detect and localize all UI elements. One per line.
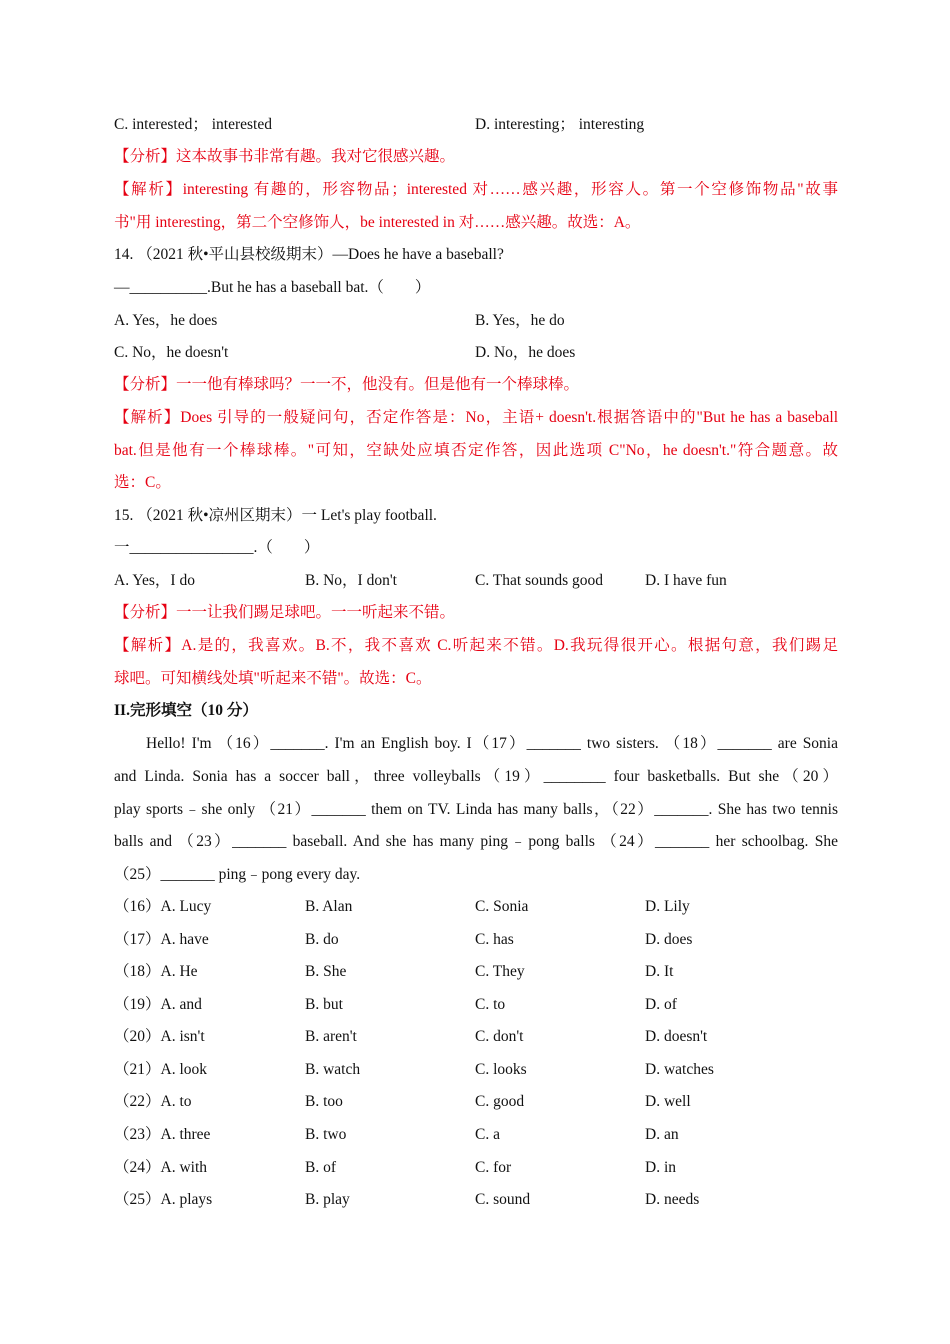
cloze-passage-line1: Hello! I'm （16）_______. I'm an English boy. I（17）_______ two sisters. （18）_______ are Sonia [146, 735, 838, 752]
q13-option-d: D. interesting； interesting [475, 116, 645, 133]
cloze-option-d: D. It [645, 963, 674, 980]
cloze-option-a: （19）A. and [114, 996, 202, 1013]
cloze-option-d: D. an [645, 1126, 679, 1143]
q15-option-d: D. I have fun [645, 572, 727, 589]
q14-explanation-line2: bat.但是他有一个棒球棒。"可知，空缺处应填否定作答，因此选项 C"No，he doesn't."符合题意。故 [114, 442, 838, 459]
cloze-option-c: C. for [475, 1159, 512, 1176]
cloze-option-d: D. Lily [645, 898, 690, 915]
cloze-option-c: C. to [475, 996, 506, 1013]
q15-option-b: B. No，I don't [305, 572, 397, 589]
cloze-option-a: （24）A. with [114, 1159, 208, 1176]
q14-option-a: A. Yes，he does [114, 312, 218, 329]
q15-explanation-line1: 【解析】A.是的，我喜欢。B.不，我不喜欢 C.听起来不错。D.我玩得很开心。根据句意，我们踢足 [114, 637, 838, 654]
q14-option-b: B. Yes，he do [475, 312, 565, 329]
cloze-option-d: D. watches [645, 1061, 714, 1078]
cloze-option-a: （18）A. He [114, 963, 198, 980]
cloze-option-c: C. sound [475, 1191, 531, 1208]
cloze-option-c: C. Sonia [475, 898, 529, 915]
cloze-option-d: D. doesn't [645, 1028, 708, 1045]
q13-explanation-line1: 【解析】interesting 有趣的，形容物品；interested 对……感兴趣，形容人。第一个空修饰物品"故事 [114, 181, 838, 198]
cloze-option-a: （21）A. look [114, 1061, 208, 1078]
q14-option-c: C. No，he doesn't [114, 344, 229, 361]
section-heading: II.完形填空（10 分） [114, 702, 258, 719]
q14-explanation-line1: 【解析】Does 引导的一般疑问句，否定作答是：No，主语+ doesn't.根据答语中的"But he has a baseball [114, 409, 838, 426]
cloze-option-b: B. but [305, 996, 343, 1013]
q13-option-c: C. interested； interested [114, 116, 272, 133]
cloze-option-b: B. too [305, 1093, 343, 1110]
cloze-option-c: C. has [475, 931, 514, 948]
cloze-option-c: C. They [475, 963, 525, 980]
cloze-option-c: C. don't [475, 1028, 524, 1045]
cloze-option-d: D. needs [645, 1191, 700, 1208]
cloze-option-a: （23）A. three [114, 1126, 211, 1143]
q13-explanation-line2: 书"用 interesting，第二个空修饰人，be interested in 对……感兴趣。故选：A。 [114, 214, 641, 231]
q15-explanation-line2: 球吧。可知横线处填"听起来不错"。故选：C。 [114, 670, 432, 687]
cloze-option-d: D. of [645, 996, 677, 1013]
cloze-option-b: B. Alan [305, 898, 353, 915]
q15-option-a: A. Yes，I do [114, 572, 195, 589]
cloze-option-b: B. two [305, 1126, 347, 1143]
q14-blank: —__________.But he has a baseball bat.（ ） [114, 279, 431, 296]
cloze-passage-line3: play sports﹣she only （21）_______ them on TV. Linda has many balls，（22）_______. She has two tennis [114, 801, 838, 818]
cloze-option-c: C. good [475, 1093, 525, 1110]
cloze-option-a: （17）A. have [114, 931, 209, 948]
q14-analysis: 【分析】一一他有棒球吗？一一不，他没有。但是他有一个棒球棒。 [114, 376, 580, 393]
cloze-option-d: D. in [645, 1159, 676, 1176]
cloze-option-a: （16）A. Lucy [114, 898, 212, 915]
cloze-option-c: C. looks [475, 1061, 527, 1078]
q15-option-c: C. That sounds good [475, 572, 604, 589]
cloze-option-c: C. a [475, 1126, 500, 1143]
q14-stem: 14. （2021 秋•平山县校级期末）—Does he have a baseball? [114, 246, 504, 263]
cloze-passage-line4: balls and （23）_______ baseball. And she has many ping﹣pong balls （24）_______ her schoolbag. She [114, 833, 838, 850]
cloze-option-a: （22）A. to [114, 1093, 192, 1110]
q14-explanation-line3: 选：C。 [114, 474, 171, 491]
cloze-option-d: D. does [645, 931, 693, 948]
cloze-option-a: （25）A. plays [114, 1191, 213, 1208]
cloze-option-b: B. do [305, 931, 339, 948]
cloze-option-d: D. well [645, 1093, 691, 1110]
q13-analysis: 【分析】这本故事书非常有趣。我对它很感兴趣。 [114, 148, 456, 165]
q14-option-d: D. No，he does [475, 344, 576, 361]
cloze-option-b: B. She [305, 963, 347, 980]
cloze-passage-line2: and Linda. Sonia has a soccer ball，three volleyballs（19）________ four basketballs. But she（20） [114, 768, 838, 785]
cloze-option-b: B. watch [305, 1061, 361, 1078]
q15-stem: 15. （2021 秋•凉州区期末）一 Let's play football. [114, 507, 437, 524]
cloze-option-b: B. play [305, 1191, 350, 1208]
cloze-option-b: B. of [305, 1159, 336, 1176]
q15-analysis: 【分析】一一让我们踢足球吧。一一听起来不错。 [114, 604, 456, 621]
cloze-passage-line5: （25）_______ ping﹣pong every day. [114, 866, 361, 883]
cloze-option-a: （20）A. isn't [114, 1028, 205, 1045]
q15-blank: 一________________.（ ） [114, 539, 320, 556]
cloze-option-b: B. aren't [305, 1028, 357, 1045]
